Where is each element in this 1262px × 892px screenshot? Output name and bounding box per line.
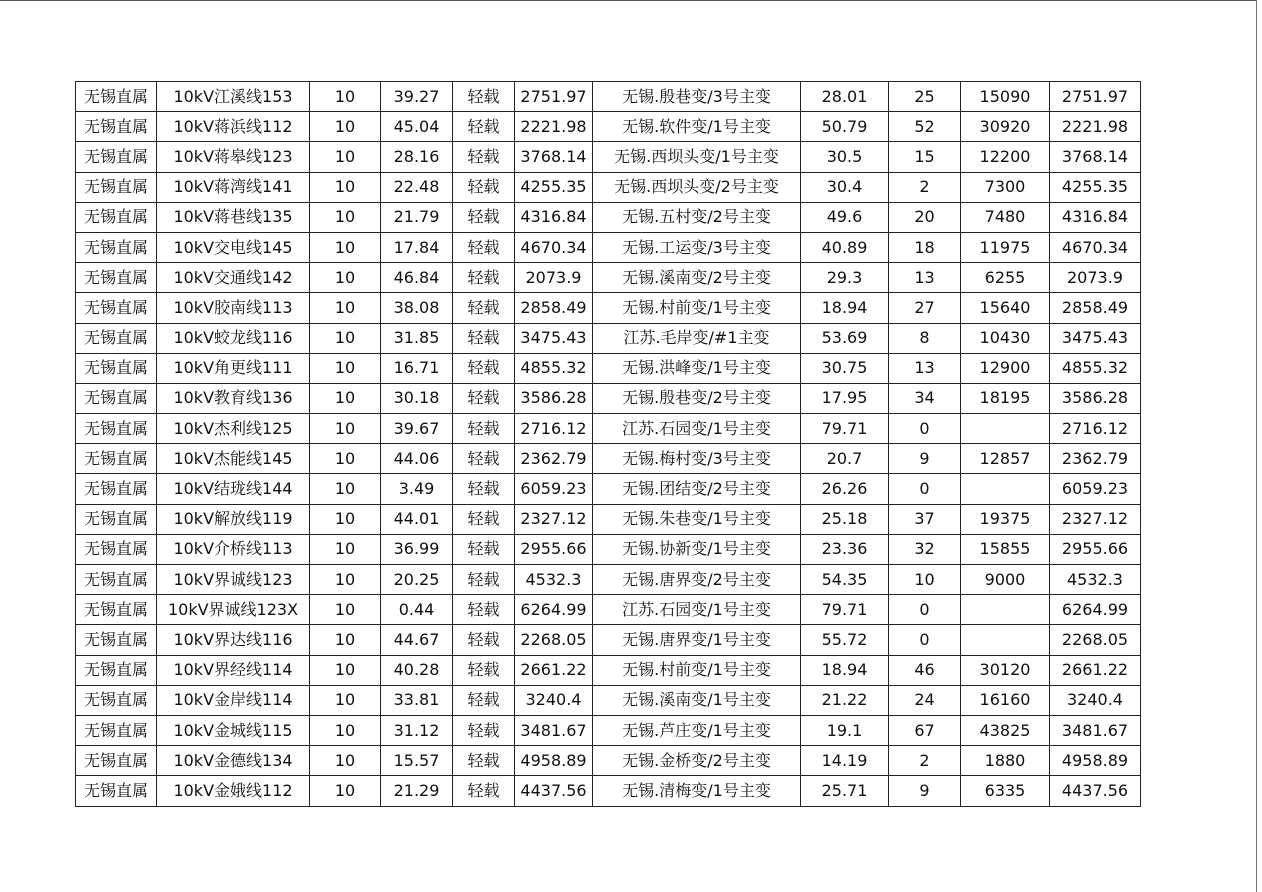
table-row [76,595,1141,625]
table-row [76,625,1141,655]
table-row [76,414,1141,444]
available-capacity-cell: 4532.3 [1050,565,1141,595]
table-row [76,474,1141,504]
capacity-cell: 3768.14 [515,142,593,172]
feeder-line-cell: 10kV胶南线113 [157,293,310,323]
installed-capacity-cell: 16160 [961,685,1050,715]
load-rate-cell: 33.81 [381,685,453,715]
transformer-load-cell: 21.22 [801,685,889,715]
installed-capacity-cell: 30920 [961,112,1050,142]
user-count-cell: 52 [889,112,961,142]
installed-capacity-cell: 6335 [961,776,1050,806]
installed-capacity-cell: 30120 [961,655,1050,685]
transformer-cell: 无锡.唐界变/1号主变 [593,625,801,655]
load-rate-cell: 44.06 [381,444,453,474]
load-rate-cell: 21.29 [381,776,453,806]
transformer-load-cell: 30.5 [801,142,889,172]
transformer-load-cell: 54.35 [801,565,889,595]
transformer-load-cell: 49.6 [801,202,889,232]
available-capacity-cell: 6059.23 [1050,474,1141,504]
company-cell: 无锡直属 [76,746,157,776]
voltage-cell: 10 [310,595,381,625]
user-count-cell: 9 [889,776,961,806]
available-capacity-cell: 2073.9 [1050,263,1141,293]
load-status-cell: 轻载 [453,414,515,444]
company-cell: 无锡直属 [76,504,157,534]
load-rate-cell: 0.44 [381,595,453,625]
feeder-line-cell: 10kV金岸线114 [157,685,310,715]
available-capacity-cell: 2362.79 [1050,444,1141,474]
transformer-cell: 无锡.软件变/1号主变 [593,112,801,142]
user-count-cell: 13 [889,263,961,293]
voltage-cell: 10 [310,263,381,293]
transformer-load-cell: 20.7 [801,444,889,474]
available-capacity-cell: 2221.98 [1050,112,1141,142]
installed-capacity-cell: 9000 [961,565,1050,595]
company-cell: 无锡直属 [76,232,157,262]
company-cell: 无锡直属 [76,293,157,323]
transformer-cell: 江苏.石园变/1号主变 [593,595,801,625]
capacity-cell: 6264.99 [515,595,593,625]
transformer-cell: 无锡.芦庄变/1号主变 [593,715,801,745]
load-status-cell: 轻载 [453,263,515,293]
voltage-cell: 10 [310,82,381,112]
load-rate-cell: 17.84 [381,232,453,262]
feeder-line-cell: 10kV江溪线153 [157,82,310,112]
load-status-cell: 轻载 [453,293,515,323]
load-status-cell: 轻载 [453,323,515,353]
transformer-cell: 无锡.溪南变/1号主变 [593,685,801,715]
transformer-cell: 无锡.村前变/1号主变 [593,293,801,323]
feeder-line-cell: 10kV杰利线125 [157,414,310,444]
capacity-cell: 3475.43 [515,323,593,353]
load-status-cell: 轻载 [453,504,515,534]
voltage-cell: 10 [310,444,381,474]
company-cell: 无锡直属 [76,353,157,383]
load-status-cell: 轻载 [453,444,515,474]
load-rate-cell: 31.85 [381,323,453,353]
company-cell: 无锡直属 [76,565,157,595]
feeder-line-cell: 10kV交通线142 [157,263,310,293]
table-row [76,534,1141,564]
feeder-load-table [75,81,1141,807]
company-cell: 无锡直属 [76,625,157,655]
table-row [76,323,1141,353]
load-status-cell: 轻载 [453,142,515,172]
voltage-cell: 10 [310,625,381,655]
transformer-load-cell: 23.36 [801,534,889,564]
company-cell: 无锡直属 [76,414,157,444]
company-cell: 无锡直属 [76,534,157,564]
available-capacity-cell: 4855.32 [1050,353,1141,383]
voltage-cell: 10 [310,353,381,383]
transformer-cell: 无锡.协新变/1号主变 [593,534,801,564]
load-status-cell: 轻载 [453,474,515,504]
load-rate-cell: 16.71 [381,353,453,383]
user-count-cell: 0 [889,474,961,504]
feeder-line-cell: 10kV界诚线123X [157,595,310,625]
load-rate-cell: 30.18 [381,383,453,413]
transformer-cell: 无锡.梅村变/3号主变 [593,444,801,474]
table-row [76,776,1141,806]
table-row [76,82,1141,112]
company-cell: 无锡直属 [76,776,157,806]
company-cell: 无锡直属 [76,685,157,715]
table-row [76,383,1141,413]
user-count-cell: 10 [889,565,961,595]
feeder-line-cell: 10kV交电线145 [157,232,310,262]
load-rate-cell: 38.08 [381,293,453,323]
available-capacity-cell: 3768.14 [1050,142,1141,172]
capacity-cell: 2327.12 [515,504,593,534]
feeder-line-cell: 10kV教育线136 [157,383,310,413]
capacity-cell: 2955.66 [515,534,593,564]
user-count-cell: 24 [889,685,961,715]
available-capacity-cell: 2716.12 [1050,414,1141,444]
capacity-cell: 2858.49 [515,293,593,323]
available-capacity-cell: 2268.05 [1050,625,1141,655]
transformer-load-cell: 18.94 [801,655,889,685]
voltage-cell: 10 [310,715,381,745]
available-capacity-cell: 4255.35 [1050,172,1141,202]
load-rate-cell: 21.79 [381,202,453,232]
load-status-cell: 轻载 [453,715,515,745]
table-row [76,715,1141,745]
capacity-cell: 2716.12 [515,414,593,444]
load-status-cell: 轻载 [453,172,515,202]
available-capacity-cell: 3481.67 [1050,715,1141,745]
transformer-load-cell: 26.26 [801,474,889,504]
installed-capacity-cell: 10430 [961,323,1050,353]
user-count-cell: 67 [889,715,961,745]
available-capacity-cell: 2751.97 [1050,82,1141,112]
installed-capacity-cell [961,474,1050,504]
user-count-cell: 0 [889,414,961,444]
capacity-cell: 4670.34 [515,232,593,262]
company-cell: 无锡直属 [76,383,157,413]
transformer-cell: 无锡.殷巷变/2号主变 [593,383,801,413]
available-capacity-cell: 4670.34 [1050,232,1141,262]
installed-capacity-cell: 7480 [961,202,1050,232]
load-status-cell: 轻载 [453,82,515,112]
table-row [76,444,1141,474]
capacity-cell: 2073.9 [515,263,593,293]
table-row [76,685,1141,715]
capacity-cell: 2221.98 [515,112,593,142]
transformer-cell: 无锡.村前变/1号主变 [593,655,801,685]
capacity-cell: 4437.56 [515,776,593,806]
load-status-cell: 轻载 [453,595,515,625]
transformer-load-cell: 40.89 [801,232,889,262]
available-capacity-cell: 2327.12 [1050,504,1141,534]
voltage-cell: 10 [310,172,381,202]
load-status-cell: 轻载 [453,383,515,413]
available-capacity-cell: 2661.22 [1050,655,1141,685]
table-row [76,746,1141,776]
table-row [76,263,1141,293]
installed-capacity-cell: 11975 [961,232,1050,262]
feeder-line-cell: 10kV蒋浜线112 [157,112,310,142]
user-count-cell: 46 [889,655,961,685]
feeder-line-cell: 10kV蒋巷线135 [157,202,310,232]
transformer-load-cell: 55.72 [801,625,889,655]
transformer-load-cell: 30.75 [801,353,889,383]
installed-capacity-cell [961,414,1050,444]
transformer-load-cell: 30.4 [801,172,889,202]
load-status-cell: 轻载 [453,776,515,806]
load-rate-cell: 28.16 [381,142,453,172]
transformer-load-cell: 28.01 [801,82,889,112]
load-rate-cell: 22.48 [381,172,453,202]
feeder-line-cell: 10kV蒋皋线123 [157,142,310,172]
capacity-cell: 4855.32 [515,353,593,383]
installed-capacity-cell: 7300 [961,172,1050,202]
company-cell: 无锡直属 [76,444,157,474]
table-row [76,655,1141,685]
installed-capacity-cell: 15640 [961,293,1050,323]
installed-capacity-cell: 43825 [961,715,1050,745]
table-row [76,142,1141,172]
company-cell: 无锡直属 [76,112,157,142]
user-count-cell: 25 [889,82,961,112]
load-status-cell: 轻载 [453,353,515,383]
load-status-cell: 轻载 [453,112,515,142]
installed-capacity-cell: 1880 [961,746,1050,776]
feeder-line-cell: 10kV界达线116 [157,625,310,655]
company-cell: 无锡直属 [76,595,157,625]
user-count-cell: 37 [889,504,961,534]
capacity-cell: 4532.3 [515,565,593,595]
load-rate-cell: 44.01 [381,504,453,534]
voltage-cell: 10 [310,776,381,806]
feeder-line-cell: 10kV角更线111 [157,353,310,383]
installed-capacity-cell: 12857 [961,444,1050,474]
load-rate-cell: 31.12 [381,715,453,745]
transformer-load-cell: 50.79 [801,112,889,142]
capacity-cell: 3240.4 [515,685,593,715]
transformer-load-cell: 17.95 [801,383,889,413]
voltage-cell: 10 [310,655,381,685]
company-cell: 无锡直属 [76,323,157,353]
table-body [76,82,1141,807]
transformer-cell: 无锡.唐界变/2号主变 [593,565,801,595]
transformer-cell: 无锡.工运变/3号主变 [593,232,801,262]
load-rate-cell: 36.99 [381,534,453,564]
transformer-cell: 无锡.朱巷变/1号主变 [593,504,801,534]
transformer-load-cell: 29.3 [801,263,889,293]
table-row [76,504,1141,534]
installed-capacity-cell: 18195 [961,383,1050,413]
voltage-cell: 10 [310,534,381,564]
installed-capacity-cell: 15090 [961,82,1050,112]
load-rate-cell: 20.25 [381,565,453,595]
load-rate-cell: 39.67 [381,414,453,444]
installed-capacity-cell: 6255 [961,263,1050,293]
load-rate-cell: 39.27 [381,82,453,112]
available-capacity-cell: 6264.99 [1050,595,1141,625]
voltage-cell: 10 [310,112,381,142]
transformer-load-cell: 14.19 [801,746,889,776]
voltage-cell: 10 [310,474,381,504]
feeder-line-cell: 10kV蒋湾线141 [157,172,310,202]
feeder-line-cell: 10kV结珑线144 [157,474,310,504]
table-row [76,232,1141,262]
company-cell: 无锡直属 [76,715,157,745]
load-status-cell: 轻载 [453,655,515,685]
load-rate-cell: 45.04 [381,112,453,142]
feeder-line-cell: 10kV界经线114 [157,655,310,685]
available-capacity-cell: 4316.84 [1050,202,1141,232]
voltage-cell: 10 [310,685,381,715]
available-capacity-cell: 3586.28 [1050,383,1141,413]
load-status-cell: 轻载 [453,232,515,262]
user-count-cell: 0 [889,595,961,625]
transformer-load-cell: 19.1 [801,715,889,745]
voltage-cell: 10 [310,746,381,776]
user-count-cell: 32 [889,534,961,564]
capacity-cell: 3481.67 [515,715,593,745]
available-capacity-cell: 2858.49 [1050,293,1141,323]
capacity-cell: 4958.89 [515,746,593,776]
table-row [76,565,1141,595]
transformer-cell: 无锡.西坝头变/1号主变 [593,142,801,172]
capacity-cell: 2268.05 [515,625,593,655]
capacity-cell: 3586.28 [515,383,593,413]
feeder-line-cell: 10kV金娥线112 [157,776,310,806]
transformer-cell: 无锡.金桥变/2号主变 [593,746,801,776]
table-row [76,172,1141,202]
capacity-cell: 6059.23 [515,474,593,504]
load-rate-cell: 3.49 [381,474,453,504]
user-count-cell: 20 [889,202,961,232]
load-rate-cell: 46.84 [381,263,453,293]
company-cell: 无锡直属 [76,474,157,504]
load-status-cell: 轻载 [453,685,515,715]
transformer-cell: 无锡.团结变/2号主变 [593,474,801,504]
available-capacity-cell: 4437.56 [1050,776,1141,806]
company-cell: 无锡直属 [76,202,157,232]
user-count-cell: 2 [889,172,961,202]
voltage-cell: 10 [310,323,381,353]
table-row [76,112,1141,142]
company-cell: 无锡直属 [76,655,157,685]
user-count-cell: 27 [889,293,961,323]
transformer-load-cell: 18.94 [801,293,889,323]
table-row [76,202,1141,232]
available-capacity-cell: 2955.66 [1050,534,1141,564]
feeder-line-cell: 10kV蛟龙线116 [157,323,310,353]
user-count-cell: 8 [889,323,961,353]
load-status-cell: 轻载 [453,202,515,232]
feeder-line-cell: 10kV解放线119 [157,504,310,534]
feeder-line-cell: 10kV金城线115 [157,715,310,745]
feeder-line-cell: 10kV金德线134 [157,746,310,776]
transformer-load-cell: 79.71 [801,595,889,625]
transformer-cell: 江苏.石园变/1号主变 [593,414,801,444]
load-status-cell: 轻载 [453,625,515,655]
transformer-load-cell: 25.71 [801,776,889,806]
voltage-cell: 10 [310,202,381,232]
company-cell: 无锡直属 [76,82,157,112]
voltage-cell: 10 [310,232,381,262]
user-count-cell: 34 [889,383,961,413]
voltage-cell: 10 [310,565,381,595]
transformer-load-cell: 25.18 [801,504,889,534]
transformer-cell: 无锡.洪峰变/1号主变 [593,353,801,383]
user-count-cell: 15 [889,142,961,172]
installed-capacity-cell [961,625,1050,655]
load-rate-cell: 15.57 [381,746,453,776]
transformer-cell: 无锡.殷巷变/3号主变 [593,82,801,112]
table-row [76,353,1141,383]
load-status-cell: 轻载 [453,534,515,564]
capacity-cell: 4255.35 [515,172,593,202]
installed-capacity-cell: 19375 [961,504,1050,534]
feeder-line-cell: 10kV杰能线145 [157,444,310,474]
user-count-cell: 2 [889,746,961,776]
transformer-cell: 江苏.毛岸变/#1主变 [593,323,801,353]
table-row [76,293,1141,323]
company-cell: 无锡直属 [76,172,157,202]
feeder-line-cell: 10kV介桥线113 [157,534,310,564]
load-rate-cell: 40.28 [381,655,453,685]
voltage-cell: 10 [310,504,381,534]
installed-capacity-cell: 12200 [961,142,1050,172]
transformer-cell: 无锡.五村变/2号主变 [593,202,801,232]
installed-capacity-cell [961,595,1050,625]
transformer-load-cell: 79.71 [801,414,889,444]
user-count-cell: 13 [889,353,961,383]
load-status-cell: 轻载 [453,565,515,595]
capacity-cell: 2661.22 [515,655,593,685]
voltage-cell: 10 [310,383,381,413]
voltage-cell: 10 [310,414,381,444]
transformer-cell: 无锡.西坝头变/2号主变 [593,172,801,202]
installed-capacity-cell: 12900 [961,353,1050,383]
user-count-cell: 18 [889,232,961,262]
available-capacity-cell: 3240.4 [1050,685,1141,715]
transformer-load-cell: 53.69 [801,323,889,353]
available-capacity-cell: 4958.89 [1050,746,1141,776]
load-rate-cell: 44.67 [381,625,453,655]
feeder-line-cell: 10kV界诚线123 [157,565,310,595]
transformer-cell: 无锡.溪南变/2号主变 [593,263,801,293]
load-status-cell: 轻载 [453,746,515,776]
company-cell: 无锡直属 [76,263,157,293]
capacity-cell: 4316.84 [515,202,593,232]
transformer-cell: 无锡.清梅变/1号主变 [593,776,801,806]
voltage-cell: 10 [310,293,381,323]
capacity-cell: 2751.97 [515,82,593,112]
installed-capacity-cell: 15855 [961,534,1050,564]
voltage-cell: 10 [310,142,381,172]
user-count-cell: 9 [889,444,961,474]
capacity-cell: 2362.79 [515,444,593,474]
user-count-cell: 0 [889,625,961,655]
company-cell: 无锡直属 [76,142,157,172]
available-capacity-cell: 3475.43 [1050,323,1141,353]
